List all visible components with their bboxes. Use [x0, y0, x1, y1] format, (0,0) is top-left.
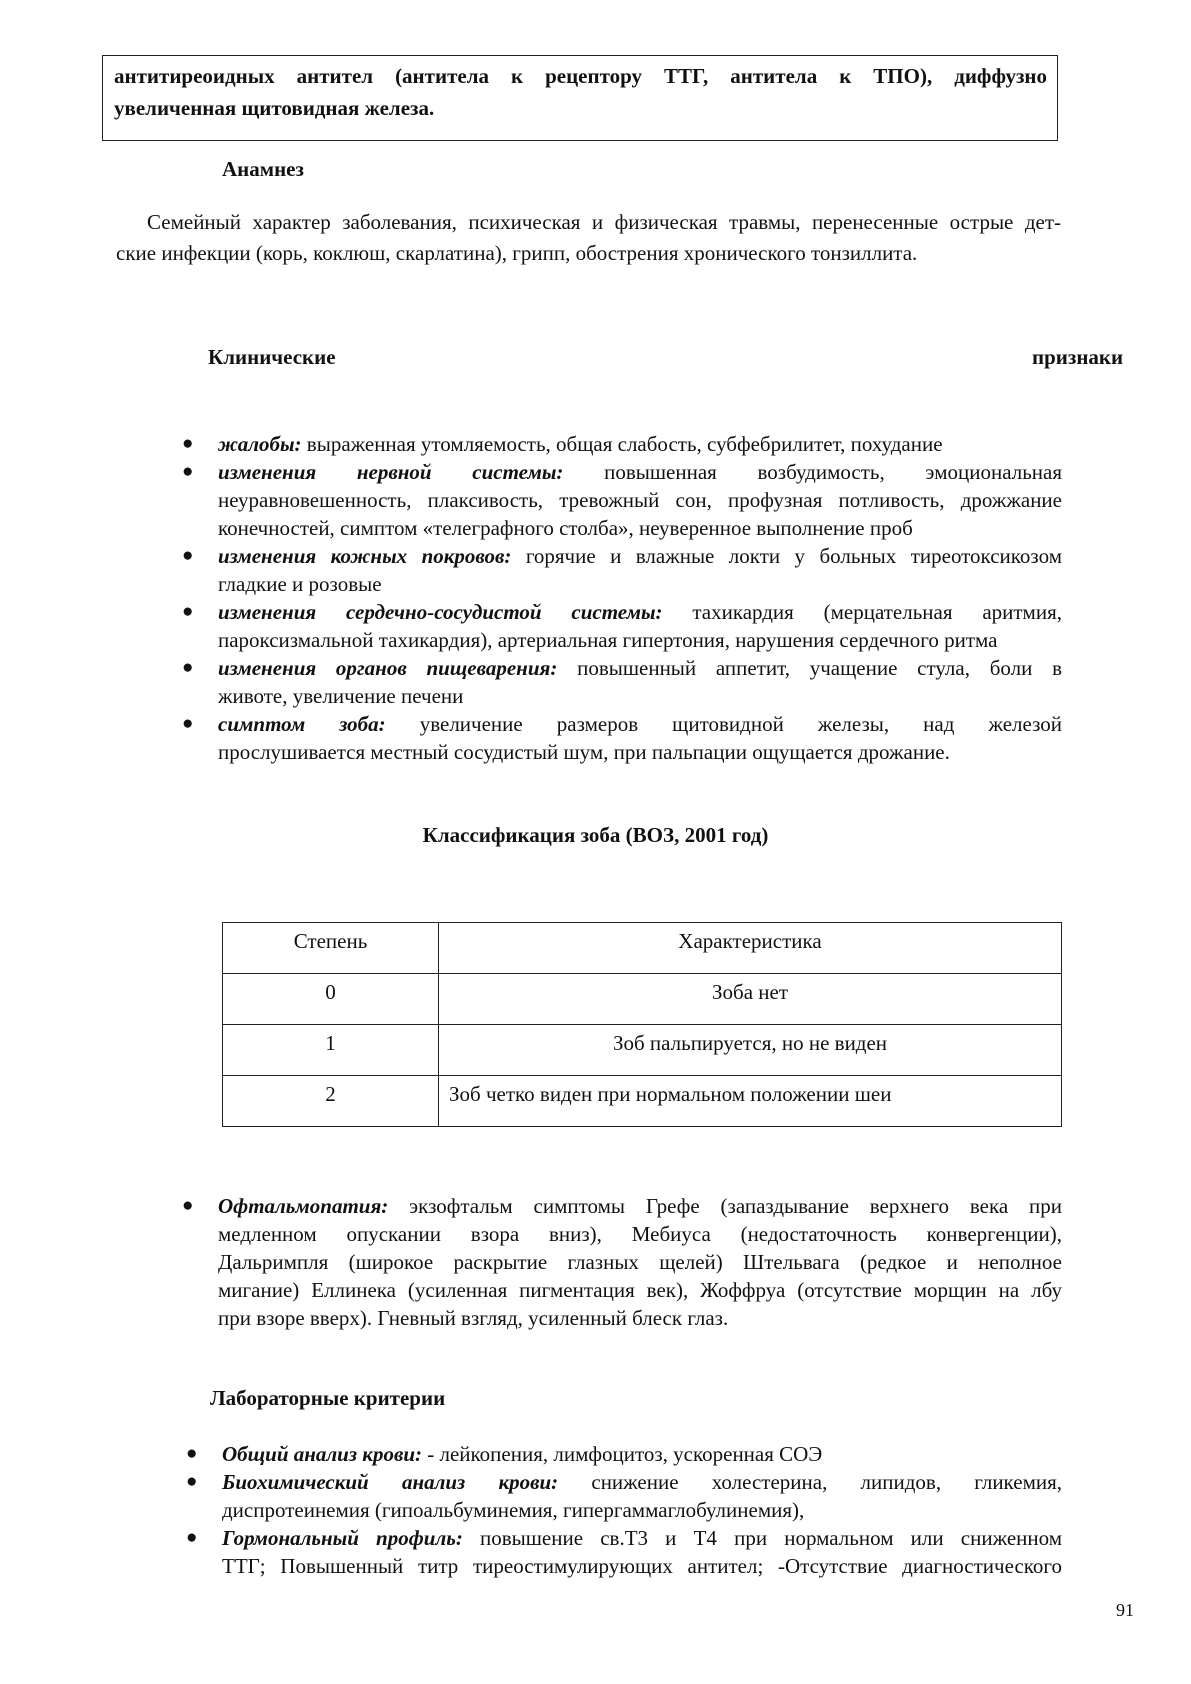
clinical-heading-right: признаки [1032, 345, 1124, 369]
anamnesis-line-1: Семейный характер заболевания, психическая и физическая травмы, перенесенные острые дет- [147, 210, 1061, 234]
bullet-icon: ● [182, 433, 194, 454]
list-item: ● Офтальмопатия: экзофтальм симптомы Грефе (запаздывание верхнего века при медленном опускании взора вниз), Мебиуса (недостаточность конвергенции), Дальримпля (широкое раскрытие глазных щелей) Штельвага (редкое и неполное мигание) Еллинека (усиленная пигментация век), Жоффруа (отсутствие морщин на лбу при взоре вверх). Гневный взгляд, усиленный блеск глаз. [182, 1194, 1062, 1330]
lab-criteria-list [186, 1440, 1062, 1580]
list-item: ● Общий анализ крови: - лейкопения, лимфоцитоз, ускоренная СОЭ [186, 1442, 823, 1466]
table-cell: 0 [223, 974, 439, 1025]
bullet-icon: ● [182, 545, 194, 566]
page-number: 91 [1116, 1600, 1134, 1620]
anamnesis-line-2: ские инфекции (корь, коклюш, скарлатина), грипп, обострения хронического тонзиллита. [116, 241, 918, 265]
clinical-signs-list [182, 430, 1063, 766]
bullet-icon: ● [182, 601, 194, 622]
table-cell: Зоб пальпируется, но не виден [439, 1025, 1062, 1076]
list-item: ● изменения нервной системы: повышенная возбудимость, эмоциональная неуравновешенность, плаксивость, тревожный сон, профузная потливость, дрожжание конечностей, симптом «телеграфного столба», неуверенное выполнение проб [182, 460, 1063, 540]
header-cell-characteristic: Характеристика [439, 923, 1062, 974]
table-row [223, 1025, 1062, 1076]
list-item: ● изменения сердечно-сосудистой системы: тахикардия (мерцательная аритмия, пароксизмальной тахикардия), артериальная гипертония, нарушения сердечного ритма [182, 600, 1062, 652]
classification-title: Классификация зоба (ВОЗ, 2001 год) [422, 823, 769, 847]
bullet-icon: ● [182, 713, 194, 734]
box-line-2: увеличенная щитовидная железа. [114, 96, 435, 120]
bullet-icon: ● [182, 1195, 194, 1216]
table-cell: 1 [223, 1025, 439, 1076]
continued-definition-box [102, 55, 1058, 141]
clinical-heading-left: Клинические [208, 345, 336, 369]
table-header-row [223, 923, 1062, 974]
list-item: ● изменения органов пищеварения: повышенный аппетит, учащение стула, боли в животе, увеличение печени [182, 656, 1062, 708]
anamnesis-heading: Анамнез [222, 157, 304, 181]
table-row [223, 1076, 1062, 1127]
list-item: ● симптом зоба: увеличение размеров щитовидной железы, над железой прослушивается местный сосудистый шум, при пальпации ощущается дрожание. [182, 712, 1062, 764]
lab-heading: Лабораторные критерии [210, 1386, 446, 1410]
table-cell: 2 [223, 1076, 439, 1127]
anamnesis-paragraph [116, 207, 1061, 269]
header-cell-degree: Степень [223, 923, 439, 974]
ophthalmopathy-list [182, 1192, 1062, 1332]
list-item: ● изменения кожных покровов: горячие и влажные локти у больных тиреотоксикозом гладкие и розовые [182, 544, 1062, 596]
bullet-icon: ● [182, 461, 194, 482]
list-item: ● Биохимический анализ крови: снижение холестерина, липидов, гликемия, диспротеинемия (гипоальбуминемия, гипергаммаглобулинемия), [186, 1470, 1062, 1522]
bullet-icon: ● [186, 1443, 198, 1464]
table-row [223, 974, 1062, 1025]
box-line-1: антитиреоидных антител (антитела к рецептору ТТГ, антитела к ТПО), диффузно [114, 64, 1047, 88]
bullet-icon: ● [182, 657, 194, 678]
bullet-icon: ● [186, 1527, 198, 1548]
list-item: ● Гормональный профиль: повышение св.Т3 и Т4 при нормальном или сниженном ТТГ; Повышенный титр тиреостимулирующих антител; -Отсутствие диагностического [186, 1526, 1062, 1578]
table-cell: Зоб четко виден при нормальном положении шеи [439, 1076, 1062, 1127]
classification-table [222, 922, 1062, 1127]
table-cell: Зоба нет [439, 974, 1062, 1025]
list-item: ● жалобы: выраженная утомляемость, общая слабость, субфебрилитет, похудание [182, 432, 943, 456]
bullet-icon: ● [186, 1471, 198, 1492]
